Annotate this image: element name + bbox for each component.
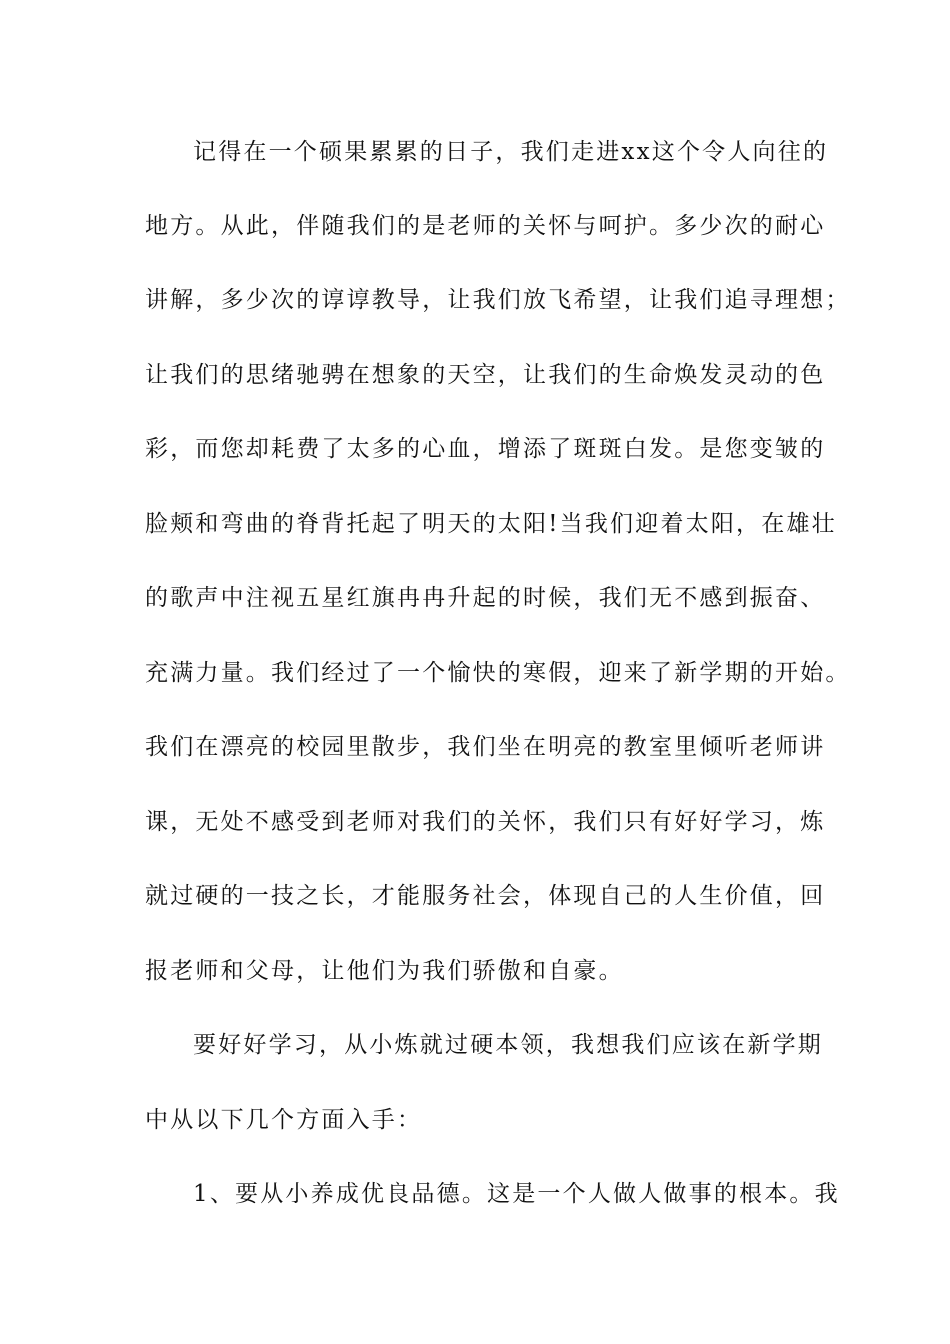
paragraph-3-line-1: 1、要从小养成优良品德。这是一个人做人做事的根本。我 (193, 1181, 840, 1207)
paragraph-1-line-10: 课，无处不感受到老师对我们的关怀，我们只有好好学习，炼 (145, 809, 826, 835)
paragraph-2-line-1: 要好好学习，从小炼就过硬本领，我想我们应该在新学期 (193, 1032, 823, 1058)
paragraph-1-line-8: 充满力量。我们经过了一个愉快的寒假，迎来了新学期的开始。 (145, 660, 851, 686)
paragraph-1-line-3: 讲解，多少次的谆谆教导，让我们放飞希望，让我们追寻理想； (145, 287, 851, 313)
paragraph-1-line-5: 彩，而您却耗费了太多的心血，增添了斑斑白发。是您变皱的 (145, 436, 826, 462)
paragraph-1-line-12: 报老师和父母，让他们为我们骄傲和自豪。 (145, 958, 624, 984)
paragraph-1-line-7: 的歌声中注视五星红旗冉冉升起的时候，我们无不感到振奋、 (145, 585, 826, 611)
paragraph-1-line-4: 让我们的思绪驰骋在想象的天空，让我们的生命焕发灵动的色 (145, 362, 826, 388)
paragraph-1-line-11: 就过硬的一技之长，才能服务社会，体现自己的人生价值，回 (145, 883, 826, 909)
paragraph-1-line-6: 脸颊和弯曲的脊背托起了明天的太阳!当我们迎着太阳，在雄壮 (145, 511, 837, 537)
paragraph-2-line-2: 中从以下几个方面入手： (145, 1107, 423, 1133)
paragraph-1-line-9: 我们在漂亮的校园里散步，我们坐在明亮的教室里倾听老师讲 (145, 734, 826, 760)
paragraph-1-line-2: 地方。从此，伴随我们的是老师的关怀与呵护。多少次的耐心 (145, 213, 826, 239)
paragraph-1-line-1: 记得在一个硕果累累的日子，我们走进xx这个令人向往的 (193, 139, 829, 165)
